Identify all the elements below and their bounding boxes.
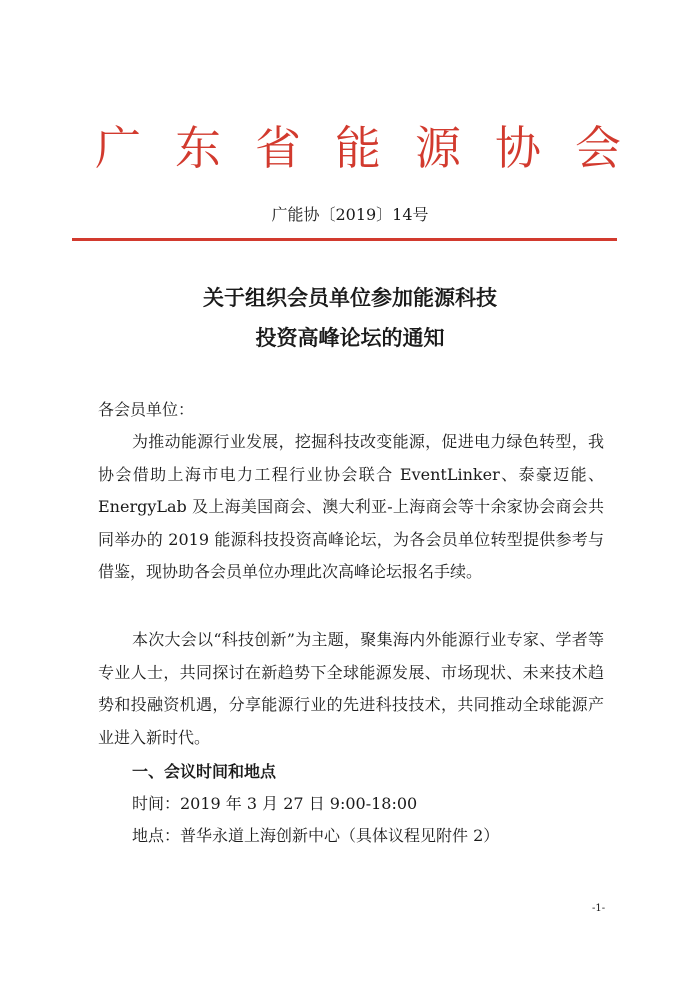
letterhead-char: 源 (415, 121, 461, 175)
header-divider (72, 238, 617, 241)
meeting-time: 时间：2019 年 3 月 27 日 9:00-18:00 (132, 794, 418, 813)
document-number: 广能协〔2019〕14号 (271, 205, 429, 224)
letterhead-char: 协 (495, 121, 541, 175)
letterhead-char: 能 (335, 121, 381, 175)
page-number: -1- (592, 903, 606, 914)
letterhead-char: 东 (175, 121, 221, 175)
letterhead-char: 会 (575, 121, 621, 175)
letterhead-char: 省 (255, 121, 301, 175)
document-title-line-2: 投资高峰论坛的通知 (255, 326, 445, 350)
organization-letterhead (88, 118, 628, 178)
section-heading-meeting-time-place: 一、会议时间和地点 (132, 762, 277, 781)
body-paragraph-2: 本次大会以“科技创新”为主题，聚集海内外能源行业专家、学者等专业人士，共同探讨在新趋势下全球能源发展、市场现状、未来技术趋势和投融资机遇，分享能源行业的先进科技技术，共同推动全球能源产业进入新时代。 (98, 630, 604, 747)
meeting-location: 地点：普华永道上海创新中心（具体议程见附件 2） (132, 826, 500, 845)
body-paragraph-1: 为推动能源行业发展，挖掘科技改变能源，促进电力绿色转型，我协会借助上海市电力工程行业协会联合 EventLinker、泰豪迈能、EnergyLab 及上海美国商会、澳大利亚-上海商会等十余家协会商会共同举办的 2019 能源科技投资高峰论坛，为各会员单位转型提供参考与借鉴，现协助各会员单位办理此次高峰论坛报名手续。 (98, 432, 604, 581)
salutation: 各会员单位： (98, 400, 195, 419)
document-title-line-1: 关于组织会员单位参加能源科技 (203, 286, 497, 310)
letterhead-char: 广 (95, 121, 141, 175)
